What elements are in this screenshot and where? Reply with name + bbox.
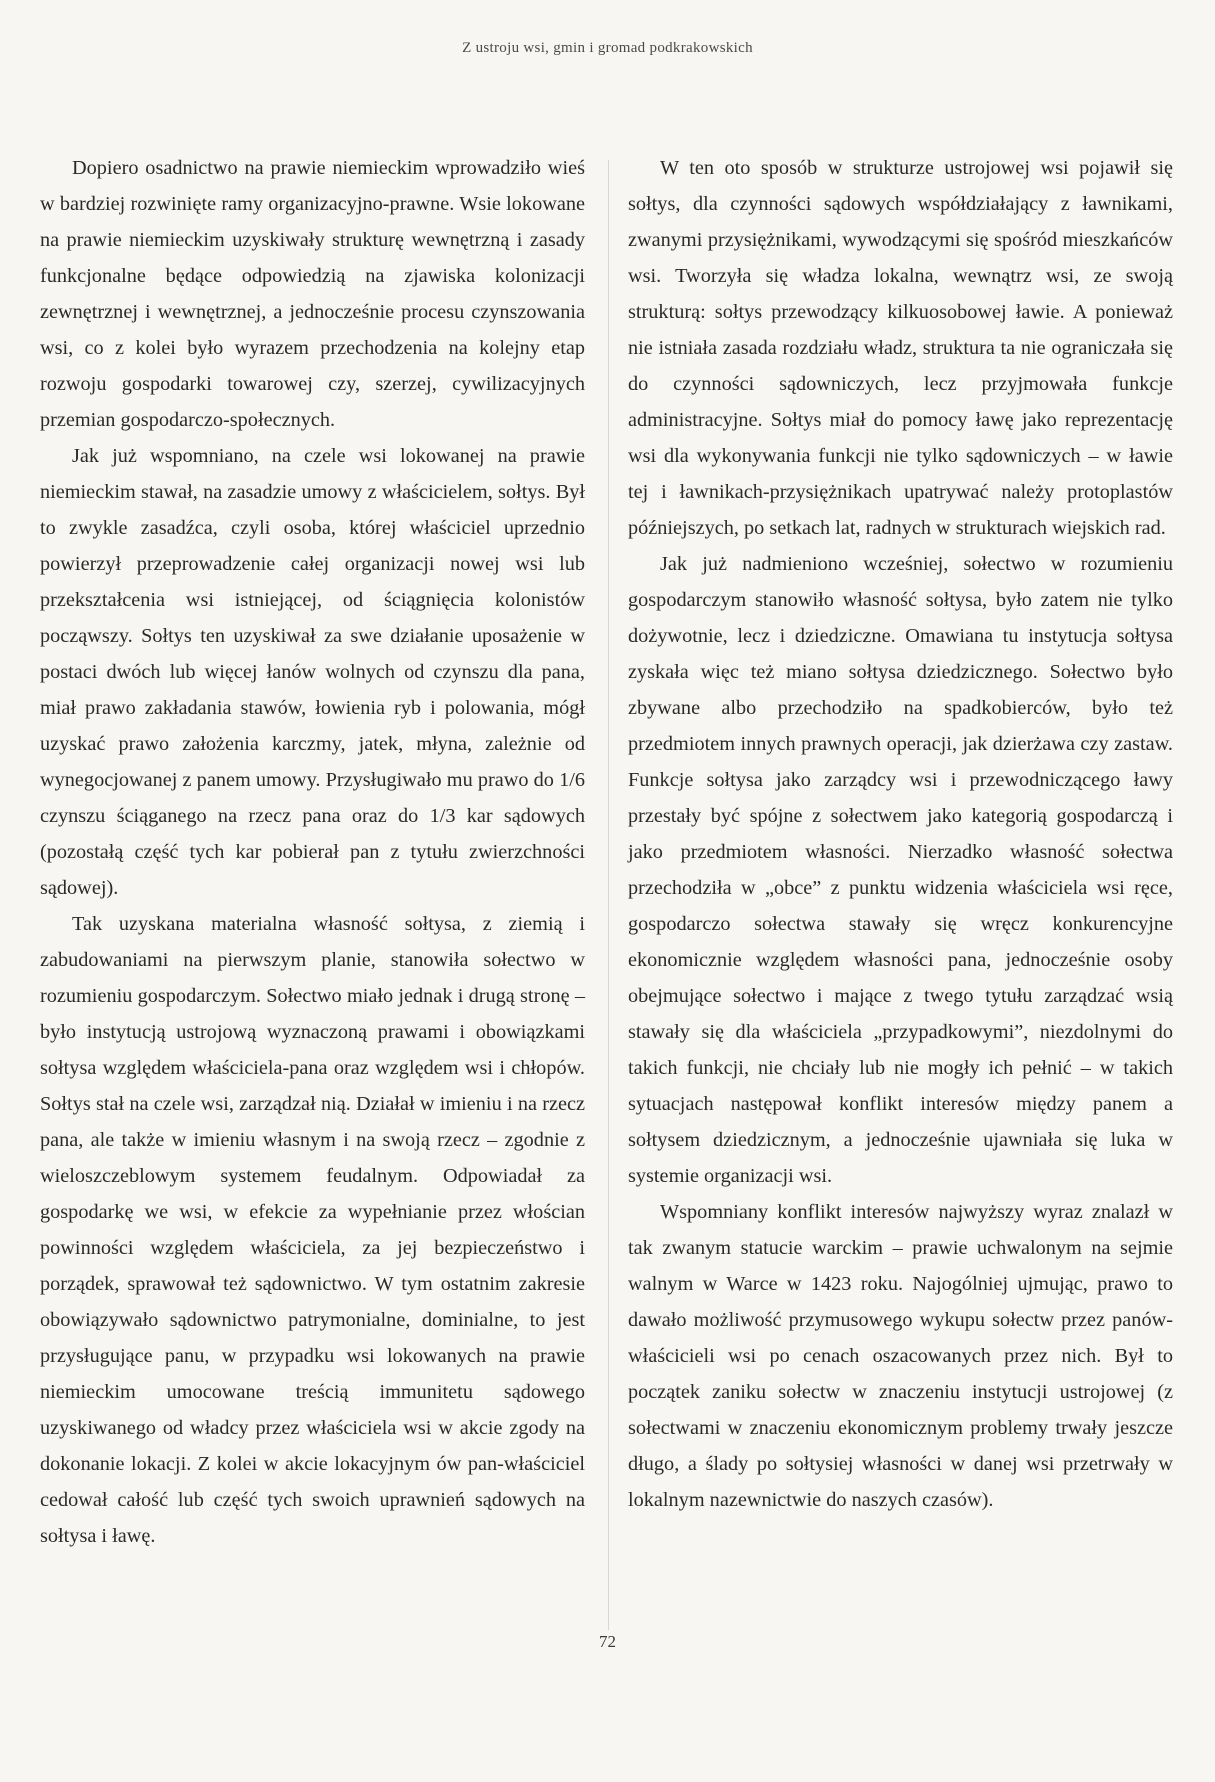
running-header: Z ustroju wsi, gmin i gromad podkrakowskich [462,40,753,56]
page-number: 72 [599,1632,616,1651]
paragraph: Jak już nadmieniono wcześniej, sołectwo w rozumieniu gospodarczym stanowiło własność sołtysa, było zatem nie tylko dożywotnie, lecz i dziedziczne. Omawiana tu instytucja sołtysa zyskała więc też miano sołtysa dziedzicznego. Sołectwo było zbywane albo przechodziło na spadkobierców, było też przedmiotem innych prawnych operacji, jak dzierżawa czy zastaw. Funkcje sołtysa jako zarządcy wsi i przewodniczącego ławy przestały być spójne z sołectwem jako kategorią gospodarczą i jako przedmiotem własności. Nierzadko własność sołectwa przechodziła w „obce” z punktu widzenia właściciela wsi ręce, gospodarczo sołectwa stawały się wręcz konkurencyjne ekonomicznie względem własności pana, jednocześnie osoby obejmujące sołectwo i mające z twego tytułu zarządzać wsią stawały się dla właściciela „przypadkowymi”, niezdolnymi do takich funkcji, nie chciały lub nie mogły ich pełnić – w takich sytuacjach następował konflikt interesów między panem a sołtysem dziedzicznym, a jednocześnie ujawniała się luka w systemie organizacji wsi. [628,553,1173,1187]
paragraph: Wspomniany konflikt interesów najwyższy wyraz znalazł w tak zwanym statucie warckim – prawie uchwalonym na sejmie walnym w Warce w 1423 roku. Najogólniej ujmując, prawo to dawało możliwość przymusowego wykupu sołectw przez panów-właścicieli wsi po cenach oszacowanych przez nich. Był to początek zaniku sołectw w znaczeniu instytucji ustrojowej (z sołectwami w znaczeniu ekonomicznym problemy trwały jeszcze długo, a ślady po sołtysiej własności w danej wsi przetrwały w lokalnym nazewnictwie do naszych czasów). [628,1201,1173,1511]
column-divider [608,160,609,1630]
paragraph: Tak uzyskana materialna własność sołtysa, z ziemią i zabudowaniami na pierwszym planie, stanowiła sołectwo w rozumieniu gospodarczym. Sołectwo miało jednak i drugą stronę – było instytucją ustrojową wyznaczoną prawami i obowiązkami sołtysa względem właściciela-pana oraz względem wsi i chłopów. Sołtys stał na czele wsi, zarządzał nią. Działał w imieniu i na rzecz pana, ale także w imieniu własnym i na swoją rzecz – zgodnie z wieloszczeblowym systemem feudalnym. Odpowiadał za gospodarkę we wsi, w efekcie za wypełnianie przez włościan powinności względem właściciela, za jej bezpieczeństwo i porządek, sprawował też sądownictwo. W tym ostatnim zakresie obowiązywało sądownictwo patrymonialne, dominialne, to jest przysługujące panu, w przypadku wsi lokowanych na prawie niemieckim umocowane treścią immunitetu sądowego uzyskiwanego od władcy przez właściciela wsi w akcie zgody na dokonanie lokacji. Z kolei w akcie lokacyjnym ów pan-właściciel cedował całość lub część tych swoich uprawnień sądowych na sołtysa i ławę. [40,913,585,1547]
paragraph: Dopiero osadnictwo na prawie niemieckim wprowadziło wieś w bardziej rozwinięte ramy organizacyjno-prawne. Wsie lokowane na prawie niemieckim uzyskiwały strukturę wewnętrzną i zasady funkcjonalne będące odpowiedzią na zjawiska kolonizacji zewnętrznej i wewnętrznej, a jednocześnie procesu czynszowania wsi, co z kolei było wyrazem przechodzenia na kolejny etap rozwoju gospodarki towarowej czy, szerzej, cywilizacyjnych przemian gospodarczo-społecznych. [40,157,585,431]
right-text-column [628,150,1173,1518]
paragraph: W ten oto sposób w strukturze ustrojowej wsi pojawił się sołtys, dla czynności sądowych współdziałający z ławnikami, zwanymi przysiężnikami, wywodzącymi się spośród mieszkańców wsi. Tworzyła się władza lokalna, wewnątrz wsi, ze swoją strukturą: sołtys przewodzący kilkuosobowej ławie. A ponieważ nie istniała zasada rozdziału władz, struktura ta nie ograniczała się do czynności sądowniczych, lecz przyjmowała funkcje administracyjne. Sołtys miał do pomocy ławę jako reprezentację wsi dla wykonywania funkcji nie tylko sądowniczych – w ławie tej i ławnikach-przysiężnikach upatrywać należy protoplastów późniejszych, po setkach lat, radnych w strukturach wiejskich rad. [628,157,1173,539]
left-text-column [40,150,585,1554]
paragraph: Jak już wspomniano, na czele wsi lokowanej na prawie niemieckim stawał, na zasadzie umowy z właścicielem, sołtys. Był to zwykle zasadźca, czyli osoba, której właściciel uprzednio powierzył przeprowadzenie całej organizacji nowej wsi lub przekształcenia wsi istniejącej, od ściągnięcia kolonistów począwszy. Sołtys ten uzyskiwał za swe działanie uposażenie w postaci dwóch lub więcej łanów wolnych od czynszu dla pana, miał prawo zakładania stawów, łowienia ryb i polowania, mógł uzyskać prawo założenia karczmy, jatek, młyna, zależnie od wynegocjowanej z panem umowy. Przysługiwało mu prawo do 1/6 czynszu ściąganego na rzecz pana oraz do 1/3 kar sądowych (pozostałą część tych kar pobierał pan z tytułu zwierzchności sądowej). [40,445,585,899]
